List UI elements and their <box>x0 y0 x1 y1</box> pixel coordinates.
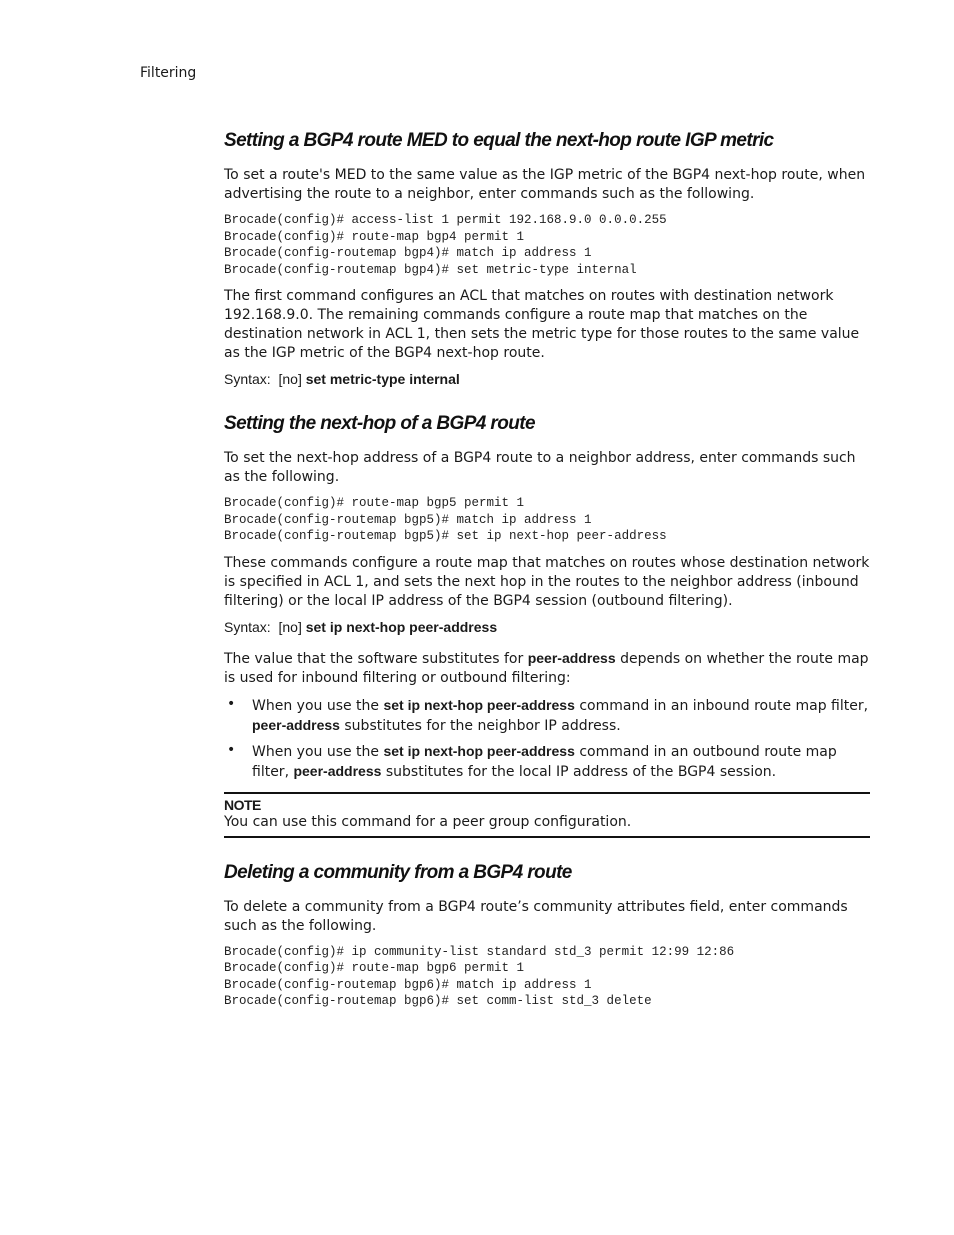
page-content <box>224 130 870 1019</box>
value-text-before: The value that the software substitutes for <box>224 650 528 667</box>
value-text-after: depends on whether the route map is used for inbound filtering or outbound filtering: <box>224 650 869 686</box>
syntax-open-bracket: [ <box>278 371 283 387</box>
syntax-command: set metric-type internal <box>305 371 460 387</box>
intro-paragraph: To set a route's MED to the same value as the IGP metric of the BGP4 next-hop route, when advertising the route to a neighbor, enter commands such as the following. <box>224 167 866 202</box>
section-next-hop <box>224 413 870 838</box>
intro-paragraph: To set the next-hop address of a BGP4 route to a neighbor address, enter commands such as the following. <box>224 450 856 485</box>
section-med-igp-metric <box>224 130 870 387</box>
bullet-term: peer-address <box>252 716 340 733</box>
syntax-label: Syntax: <box>224 371 271 387</box>
bullet-text: command in an outbound route map filter, <box>252 743 837 780</box>
note-box <box>224 792 870 838</box>
section-title: Setting a BGP4 route MED to equal the next-hop route IGP metric <box>224 130 774 151</box>
intro-paragraph: To delete a community from a BGP4 route’s community attributes field, enter commands such as the following. <box>224 898 848 934</box>
bullet-icon: • <box>227 741 236 758</box>
value-term: peer-address <box>527 649 616 666</box>
bullet-text: When you use the <box>252 697 384 714</box>
bullet-command: set ip next-hop peer-address <box>383 742 575 759</box>
section-delete-community <box>224 862 870 1010</box>
list-item <box>224 696 870 736</box>
bullet-list <box>224 696 870 782</box>
bullet-command: set ip next-hop peer-address <box>383 696 575 713</box>
value-paragraph <box>224 649 870 688</box>
syntax-no-keyword: no <box>282 371 298 387</box>
syntax-command: set ip next-hop peer-address <box>305 618 498 635</box>
syntax-open-bracket: [ <box>278 618 283 635</box>
code-example: Brocade(config)# access-list 1 permit 192.168.9.0 0.0.0.255 Brocade(config)# route-map bgp4 permit 1 Brocade(config-routemap bgp4)# match ip address 1 Brocade(config-routemap bgp4)# set metric-type internal <box>224 213 667 277</box>
syntax-label: Syntax: <box>224 618 271 635</box>
syntax-close-bracket: ] <box>297 371 302 387</box>
list-item <box>224 742 870 782</box>
bullet-text: substitutes for the local IP address of the BGP4 session. <box>381 763 777 780</box>
bullet-term: peer-address <box>293 762 382 779</box>
syntax-line <box>224 371 870 387</box>
bullet-icon: • <box>227 695 236 712</box>
bullet-text: When you use the <box>252 743 384 760</box>
bullet-text: substitutes for the neighbor IP address. <box>339 717 621 734</box>
explanation-paragraph: These commands configure a route map that matches on routes whose destination network is specified in ACL 1, and sets the next hop in the routes to the neighbor address (inbound filtering) or the local IP address of the BGP4 session (outbound filtering). <box>224 554 870 609</box>
syntax-line <box>224 619 870 635</box>
syntax-no-keyword: no <box>282 618 298 635</box>
bullet-text: command in an inbound route map filter, <box>574 697 869 714</box>
explanation-paragraph: The first command configures an ACL that matches on routes with destination network 192.168.9.0. The remaining commands configure a route map that matches on the destination network in ACL 1, then sets the metric type for those routes to the same value as the IGP metric of the BGP4 next-hop route. <box>224 288 860 361</box>
code-example: Brocade(config)# route-map bgp5 permit 1 Brocade(config-routemap bgp5)# match ip address 1 Brocade(config-routemap bgp5)# set ip next-hop peer-address <box>224 496 667 543</box>
syntax-close-bracket: ] <box>297 618 302 635</box>
note-label: NOTE <box>224 796 261 813</box>
note-text: You can use this command for a peer group configuration. <box>224 813 632 830</box>
section-title: Setting the next-hop of a BGP4 route <box>224 413 535 434</box>
section-title: Deleting a community from a BGP4 route <box>224 861 572 883</box>
code-example: Brocade(config)# ip community-list standard std_3 permit 12:99 12:86 Brocade(config)# route-map bgp6 permit 1 Brocade(config-routemap bgp6)# match ip address 1 Brocade(config-routemap bgp6)# set comm-list std_3 delete <box>224 944 735 1008</box>
running-header: Filtering <box>140 65 197 81</box>
